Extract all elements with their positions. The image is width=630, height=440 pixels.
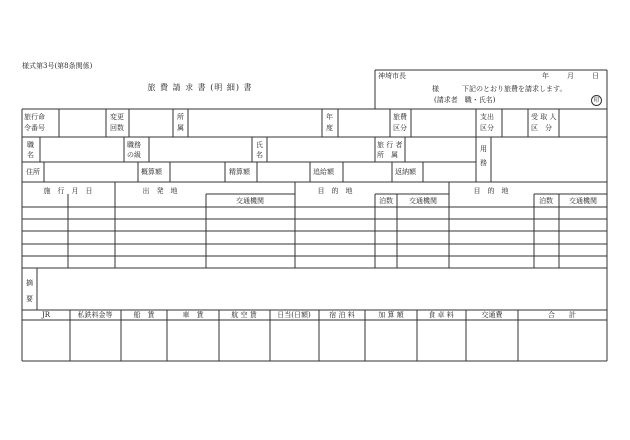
fiscal-year-label-2: 度	[326, 124, 333, 132]
change-count-label-1: 変更	[110, 113, 124, 121]
day-label: 日	[592, 72, 599, 80]
payment-type-label-2: 区分	[480, 124, 494, 132]
settled-label: 精算額	[229, 168, 250, 176]
change-count-label-2: 回数	[110, 124, 124, 132]
destination-header-2: 目 的 地	[473, 187, 509, 195]
recipient-type-label-1: 受 取 人	[531, 113, 557, 121]
cost-header-jr: JR	[41, 311, 51, 319]
transport-header-3: 交通機関	[569, 197, 597, 205]
job-title-label-2: 名	[27, 151, 34, 159]
destination-header-1: 目 的 地	[317, 187, 353, 195]
order-number-label-2: 令番号	[24, 124, 45, 132]
grade-label-2: の級	[127, 151, 141, 159]
remarks-label-2: 要	[26, 295, 33, 303]
cost-header-lodging: 宿 泊 料	[329, 311, 355, 319]
purpose-label-1: 用	[480, 145, 487, 153]
year-label: 年	[542, 72, 549, 80]
cost-header-addition: 加 算 額	[378, 311, 404, 319]
nights-header-1: 泊数	[379, 197, 393, 205]
grade-label-1: 職務	[127, 141, 141, 149]
cost-header-car: 車 賃	[182, 311, 204, 319]
cost-header-transport: 交通費	[481, 311, 503, 319]
date-header: 施 行 月 日	[43, 187, 93, 195]
form-title: 旅 費 請 求 書 (明 細) 書	[147, 83, 253, 92]
additional-label: 追給額	[313, 168, 334, 176]
estimate-label: 概算額	[141, 168, 162, 176]
traveler-dept-label-1: 旅 行 者	[377, 141, 403, 149]
transport-header-1: 交通機関	[236, 197, 264, 205]
cost-header-meal: 食 卓 料	[428, 311, 454, 319]
department-label-2: 属	[177, 124, 184, 132]
expense-type-label-1: 旅費	[393, 113, 407, 121]
name-label-1: 氏	[256, 141, 263, 149]
recipient-type-label-2: 区 分	[531, 124, 552, 132]
expense-type-label-2: 区分	[393, 124, 407, 132]
payment-type-label-1: 支出	[480, 113, 494, 121]
job-title-label-1: 職	[27, 141, 34, 149]
claimant-label: (請求者 職・氏名)	[434, 96, 496, 104]
cost-header-air: 航 空 賃	[231, 311, 257, 319]
cost-header-ship: 船 賃	[133, 311, 155, 319]
fiscal-year-label-1: 年	[326, 113, 333, 121]
cost-header-daily: 日当(日額)	[277, 311, 311, 319]
refund-label: 返納額	[395, 168, 416, 176]
department-label-1: 所	[177, 113, 184, 121]
remarks-label-1: 摘	[26, 279, 33, 287]
form-number: 様式第3号(第8条関係)	[22, 62, 93, 70]
departure-header: 出 発 地	[142, 187, 178, 195]
name-label-2: 名	[256, 151, 263, 159]
cost-header-total: 合 計	[548, 311, 576, 319]
order-number-label-1: 旅行命	[24, 113, 45, 121]
claim-statement: 下記のとおり旅費を請求します。	[462, 85, 567, 93]
sama-label: 様	[432, 85, 439, 93]
addressee: 神埼市長	[378, 72, 406, 80]
month-label: 月	[567, 72, 574, 80]
nights-header-2: 泊数	[539, 197, 553, 205]
seal-icon: 印	[591, 95, 602, 106]
purpose-label-2: 務	[480, 159, 487, 167]
address-label: 住所	[26, 168, 40, 176]
cost-header-private-rail: 私鉄料金等	[77, 311, 113, 319]
transport-header-2: 交通機関	[409, 197, 437, 205]
traveler-dept-label-2: 所 属	[377, 151, 398, 159]
